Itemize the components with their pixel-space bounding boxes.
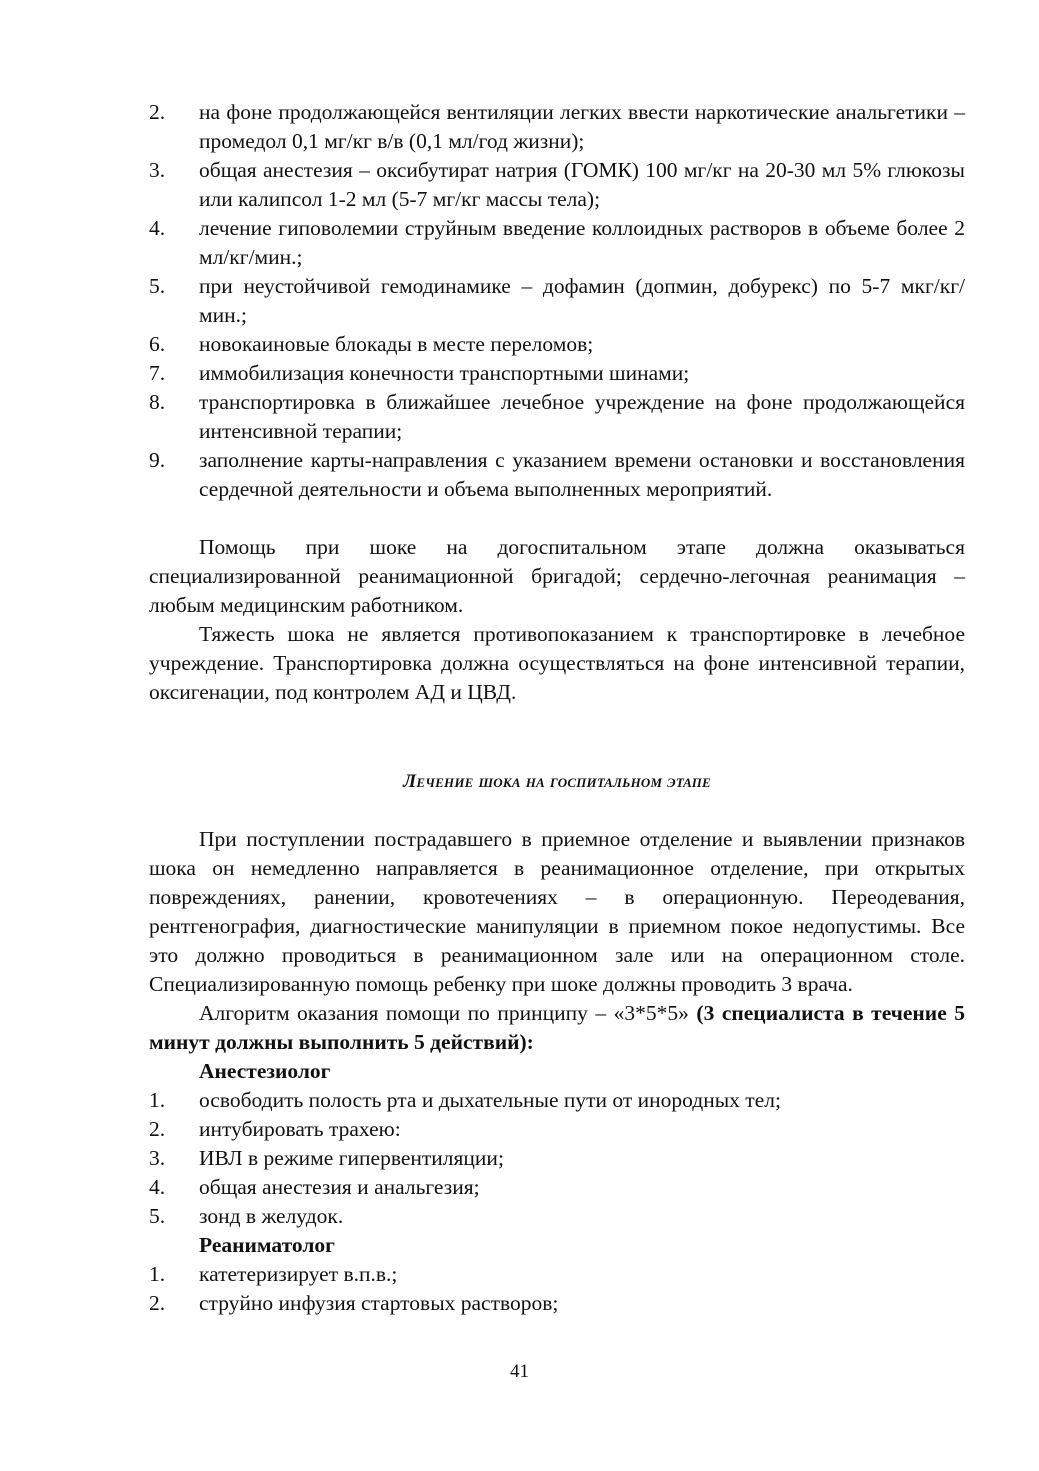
paragraph-prehospital: Помощь при шоке на догоспитальном этапе должна оказываться специализированной реанимационной бригадой; сердечно-легочная реанимация – любым медицинским работником. [149, 535, 965, 617]
list-item-number: 7. [149, 361, 166, 385]
list-item-text: струйно инфузия стартовых растворов; [199, 1291, 559, 1315]
list-item-text: транспортировка в ближайшее лечебное учреждение на фоне продолжающейся интенсивной терапии; [199, 390, 965, 443]
list-item-number: 9. [149, 448, 166, 472]
list-item-number: 6. [149, 332, 166, 356]
list-item [149, 156, 965, 214]
list-item [149, 1173, 965, 1202]
list-item [149, 1144, 965, 1173]
list-item-text: освободить полость рта и дыхательные пути от инородных тел; [199, 1088, 781, 1112]
algorithm-lead: Алгоритм оказания помощи по принципу – «3*5*5» [199, 1001, 697, 1025]
page-number: 41 [510, 1361, 529, 1382]
list-item [149, 330, 965, 359]
algorithm-bold: (3 специалиста в течение 5 минут должны выполнить 5 действий): [149, 1001, 965, 1054]
list-item [149, 359, 965, 388]
list-item-text: иммобилизация конечности транспортными шинами; [199, 361, 690, 385]
list-item-text: ИВЛ в режиме гипервентиляции; [199, 1146, 504, 1170]
list-item-number: 1. [149, 1088, 166, 1112]
page-content [149, 98, 965, 1318]
list-item [149, 446, 965, 504]
list-item-text: на фоне продолжающейся вентиляции легких ввести наркотические анальгетики – промедол 0,1 мг/кг в/в (0,1 мл/год жизни); [199, 100, 965, 153]
list-item [149, 1202, 965, 1231]
list-item-number: 4. [149, 216, 166, 240]
list-item [149, 272, 965, 330]
list-item [149, 98, 965, 156]
list-item-text: зонд в желудок. [199, 1204, 344, 1228]
spacer [149, 504, 965, 533]
list-item-text: общая анестезия – оксибутират натрия (ГОМК) 100 мг/кг на 20-30 мл 5% глюкозы или калипсол 1-2 мл (5-7 мг/кг массы тела); [199, 158, 965, 211]
list-item-number: 4. [149, 1175, 166, 1199]
list-item-text: общая анестезия и анальгезия; [199, 1175, 480, 1199]
subheading-resuscitator: Реаниматолог [199, 1233, 335, 1257]
list-item [149, 1115, 965, 1144]
list-item [149, 214, 965, 272]
list-item-text: интубировать трахею: [199, 1117, 401, 1141]
paragraph-transport: Тяжесть шока не является противопоказанием к транспортировке в лечебное учреждение. Транспортировка должна осуществляться на фоне интенсивной терапии, оксигенации, под контролем АД и ЦВД. [149, 622, 965, 704]
anesthesiologist-list [149, 1086, 965, 1231]
list-item-number: 3. [149, 1146, 166, 1170]
paragraph-algorithm [149, 999, 965, 1057]
list-item-number: 2. [149, 1291, 166, 1315]
list-item [149, 1086, 965, 1115]
spacer [149, 796, 965, 825]
list-item-number: 5. [149, 1204, 166, 1228]
list-item-text: заполнение карты-направления с указанием времени остановки и восстановления сердечной деятельности и объема выполненных мероприятий. [199, 448, 965, 501]
list-item-text: новокаиновые блокады в месте переломов; [199, 332, 594, 356]
list-item-number: 2. [149, 100, 166, 124]
list-item [149, 388, 965, 446]
section-heading: Лечение шока на госпитальном этапе [403, 771, 711, 792]
treatment-list-top [149, 98, 965, 504]
subheading-anesthesiologist: Анестезиолог [199, 1059, 331, 1083]
list-item [149, 1289, 965, 1318]
list-item [149, 1260, 965, 1289]
list-item-number: 5. [149, 274, 166, 298]
resuscitator-list [149, 1260, 965, 1318]
paragraph-hospital-admission: При поступлении пострадавшего в приемное отделение и выявлении признаков шока он немедленно направляется в реанимационное отделение, при открытых повреждениях, ранении, кровотечениях – в операционную. Переодевания, рентгенография, диагностические манипуляции в приемном покое недопустимы. Все это должно проводиться в реанимационном зале или на операционном столе. Специализированную помощь ребенку при шоке должны проводить 3 врача. [149, 827, 965, 996]
list-item-number: 1. [149, 1262, 166, 1286]
list-item-number: 3. [149, 158, 166, 182]
list-item-number: 2. [149, 1117, 166, 1141]
list-item-text: при неустойчивой гемодинамике – дофамин (допмин, добурекс) по 5-7 мкг/кг/мин.; [199, 274, 965, 327]
spacer [149, 707, 965, 765]
list-item-text: катетеризирует в.п.в.; [199, 1262, 398, 1286]
list-item-text: лечение гиповолемии струйным введение коллоидных растворов в объеме более 2 мл/кг/мин.; [199, 216, 965, 269]
list-item-number: 8. [149, 390, 166, 414]
